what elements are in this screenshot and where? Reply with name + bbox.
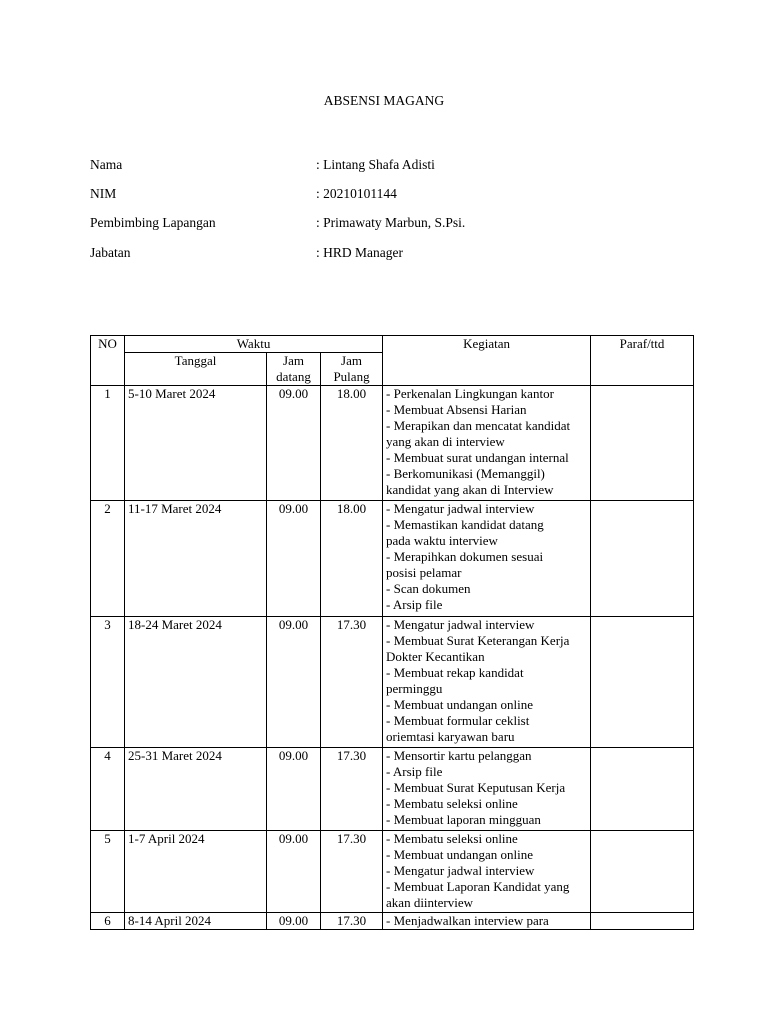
row-number: 2 xyxy=(91,501,125,617)
info-label-jabatan: Jabatan xyxy=(90,245,131,260)
header-no: NO xyxy=(91,336,125,386)
row-tanggal: 25-31 Maret 2024 xyxy=(125,748,267,831)
kegiatan-line: - Membuat formular ceklist xyxy=(386,713,530,728)
kegiatan-line: - Memastikan kandidat datang xyxy=(386,517,544,532)
info-label-nim: NIM xyxy=(90,186,117,201)
row-paraf xyxy=(591,617,694,748)
row-jam-datang: 09.00 xyxy=(267,617,321,748)
header-jam-pulang-line1: Jam xyxy=(341,353,362,368)
header-jam-datang-line1: Jam xyxy=(283,353,304,368)
kegiatan-line: - Membuat Laporan Kandidat yang xyxy=(386,879,570,894)
kegiatan-line: - Menjadwalkan interview para xyxy=(386,913,549,928)
table-row xyxy=(91,386,694,501)
row-kegiatan xyxy=(383,748,591,831)
header-waktu: Waktu xyxy=(125,336,383,353)
kegiatan-line: akan diinterview xyxy=(386,895,474,910)
kegiatan-line: - Membuat laporan mingguan xyxy=(386,812,541,827)
row-tanggal: 8-14 April 2024 xyxy=(125,913,267,930)
info-value-pembimbing: : Primawaty Marbun, S.Psi. xyxy=(316,215,466,230)
row-tanggal: 18-24 Maret 2024 xyxy=(125,617,267,748)
kegiatan-line: - Membuat Surat Keputusan Kerja xyxy=(386,780,566,795)
info-value-nim: : 20210101144 xyxy=(316,186,397,201)
row-jam-pulang: 18.00 xyxy=(321,501,383,617)
table-row xyxy=(91,501,694,617)
table-row xyxy=(91,913,694,930)
row-kegiatan xyxy=(383,617,591,748)
kegiatan-line: - Membuat Surat Keterangan Kerja xyxy=(386,633,570,648)
info-value-nama: : Lintang Shafa Adisti xyxy=(316,157,435,172)
row-jam-datang: 09.00 xyxy=(267,913,321,930)
row-number: 1 xyxy=(91,386,125,501)
kegiatan-line: Dokter Kecantikan xyxy=(386,649,485,664)
kegiatan-line: - Membatu seleksi online xyxy=(386,831,518,846)
info-label-nama: Nama xyxy=(90,157,123,172)
table-row xyxy=(91,617,694,748)
row-number: 4 xyxy=(91,748,125,831)
row-number: 5 xyxy=(91,831,125,913)
kegiatan-line: - Merapikan dan mencatat kandidat xyxy=(386,418,571,433)
row-jam-pulang: 17.30 xyxy=(321,913,383,930)
kegiatan-line: - Membuat Absensi Harian xyxy=(386,402,527,417)
info-value-jabatan: : HRD Manager xyxy=(316,245,403,260)
kegiatan-line: - Scan dokumen xyxy=(386,581,471,596)
kegiatan-line: - Mengatur jadwal interview xyxy=(386,617,535,632)
row-jam-pulang: 17.30 xyxy=(321,831,383,913)
row-jam-pulang: 18.00 xyxy=(321,386,383,501)
row-paraf xyxy=(591,501,694,617)
header-jam-datang-line2: datang xyxy=(276,369,311,384)
row-kegiatan xyxy=(383,501,591,617)
row-number: 3 xyxy=(91,617,125,748)
kegiatan-line: - Merapihkan dokumen sesuai xyxy=(386,549,544,564)
row-kegiatan xyxy=(383,831,591,913)
row-jam-datang: 09.00 xyxy=(267,831,321,913)
table-row xyxy=(91,831,694,913)
kegiatan-line: - Mensortir kartu pelanggan xyxy=(386,748,532,763)
header-jam-pulang xyxy=(321,353,383,386)
header-tanggal: Tanggal xyxy=(125,353,267,386)
kegiatan-line: posisi pelamar xyxy=(386,565,462,580)
row-number: 6 xyxy=(91,913,125,930)
row-jam-datang: 09.00 xyxy=(267,501,321,617)
kegiatan-line: - Arsip file xyxy=(386,597,443,612)
kegiatan-line: yang akan di interview xyxy=(386,434,505,449)
attendance-table xyxy=(90,335,694,930)
header-paraf: Paraf/ttd xyxy=(591,336,694,386)
header-jam-datang xyxy=(267,353,321,386)
row-jam-pulang: 17.30 xyxy=(321,748,383,831)
kegiatan-line: - Mengatur jadwal interview xyxy=(386,863,535,878)
kegiatan-line: pada waktu interview xyxy=(386,533,498,548)
kegiatan-line: kandidat yang akan di Interview xyxy=(386,482,554,497)
row-jam-datang: 09.00 xyxy=(267,748,321,831)
document-title: ABSENSI MAGANG xyxy=(323,93,445,108)
row-jam-pulang: 17.30 xyxy=(321,617,383,748)
row-tanggal: 11-17 Maret 2024 xyxy=(125,501,267,617)
table-row xyxy=(91,748,694,831)
row-paraf xyxy=(591,748,694,831)
kegiatan-line: - Arsip file xyxy=(386,764,443,779)
kegiatan-line: - Membuat surat undangan internal xyxy=(386,450,569,465)
kegiatan-line: - Membuat undangan online xyxy=(386,697,533,712)
kegiatan-line: - Membuat rekap kandidat xyxy=(386,665,524,680)
row-paraf xyxy=(591,386,694,501)
row-kegiatan xyxy=(383,386,591,501)
kegiatan-line: - Membuat undangan online xyxy=(386,847,533,862)
row-tanggal: 5-10 Maret 2024 xyxy=(125,386,267,501)
row-kegiatan xyxy=(383,913,591,930)
row-paraf xyxy=(591,913,694,930)
kegiatan-line: - Perkenalan Lingkungan kantor xyxy=(386,386,554,401)
info-label-pembimbing: Pembimbing Lapangan xyxy=(90,215,216,230)
table-body xyxy=(91,386,694,930)
row-tanggal: 1-7 April 2024 xyxy=(125,831,267,913)
header-kegiatan: Kegiatan xyxy=(383,336,591,386)
kegiatan-line: - Berkomunikasi (Memanggil) xyxy=(386,466,545,481)
kegiatan-line: oriemtasi karyawan baru xyxy=(386,729,515,744)
kegiatan-line: perminggu xyxy=(386,681,443,696)
row-jam-datang: 09.00 xyxy=(267,386,321,501)
header-jam-pulang-line2: Pulang xyxy=(333,369,370,384)
kegiatan-line: - Membatu seleksi online xyxy=(386,796,518,811)
row-paraf xyxy=(591,831,694,913)
kegiatan-line: - Mengatur jadwal interview xyxy=(386,501,535,516)
